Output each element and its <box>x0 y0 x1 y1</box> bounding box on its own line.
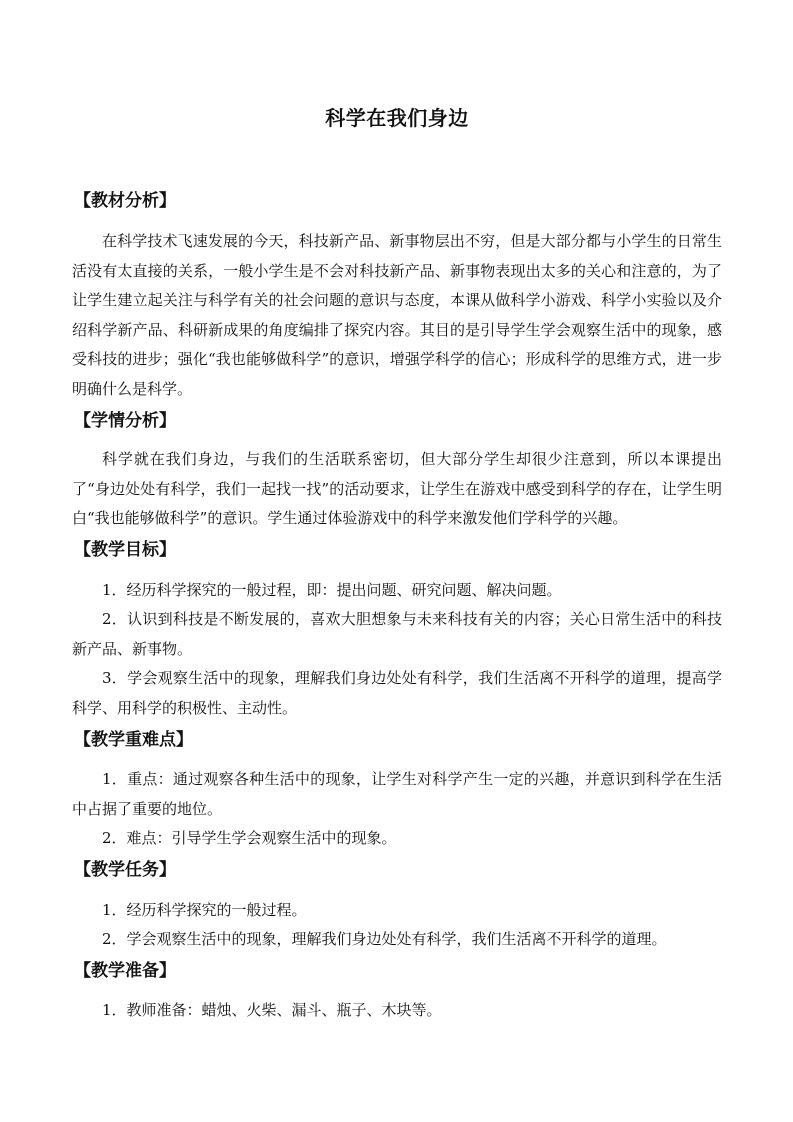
list-item-objective-1: 1．经历科学探究的一般过程，即：提出问题、研究问题、解决问题。 <box>102 581 562 599</box>
section-heading-key-difficulties: 【教学重难点】 <box>74 730 193 750</box>
section-heading-teaching-tasks: 【教学任务】 <box>74 860 176 880</box>
list-item-task-1: 1．经历科学探究的一般过程。 <box>102 901 307 919</box>
list-item-difficulty: 2．难点：引导学生学会观察生活中的现象。 <box>102 829 397 847</box>
section-heading-teaching-objectives: 【教学目标】 <box>74 540 176 560</box>
section-heading-preparation: 【教学准备】 <box>74 961 176 981</box>
list-item-key-point: 1．重点：通过观察各种生活中的现象，让学生对科学产生一定的兴趣，并意识到科学在生活中占据了重要的地位。 <box>72 770 722 818</box>
document-page <box>72 0 722 1122</box>
paragraph-student-analysis: 科学就在我们身边，与我们的生活联系密切，但大部分学生却很少注意到，所以本课提出了“身边处处有科学，我们一起找一找”的活动要求，让学生在游戏中感受到科学的存在，让学生明白“我也能够做科学”的意识。学生通过体验游戏中的科学来激发他们学科学的兴趣。 <box>72 450 722 527</box>
page-title: 科学在我们身边 <box>325 106 469 130</box>
list-item-objective-3: 3．学会观察生活中的现象，理解我们身边处处有科学，我们生活离不开科学的道理，提高学科学、用科学的积极性、主动性。 <box>72 669 722 717</box>
list-item-task-2: 2．学会观察生活中的现象，理解我们身边处处有科学，我们生活离不开科学的道理。 <box>102 930 667 948</box>
section-heading-textbook-analysis: 【教材分析】 <box>74 191 176 211</box>
list-item-preparation-1: 1．教师准备：蜡烛、火柴、漏斗、瓶子、木块等。 <box>102 1001 442 1019</box>
section-heading-student-analysis: 【学情分析】 <box>74 411 176 431</box>
list-item-objective-2: 2．认识到科技是不断发展的，喜欢大胆想象与未来科技有关的内容；关心日常生活中的科技新产品、新事物。 <box>72 610 722 658</box>
paragraph-textbook-analysis: 在科学技术飞速发展的今天，科技新产品、新事物层出不穷，但是大部分都与小学生的日常生活没有太直接的关系，一般小学生是不会对科技新产品、新事物表现出太多的关心和注意的，为了让学生建立起关注与科学有关的社会问题的意识与态度，本课从做科学小游戏、科学小实验以及介绍科学新产品、科研新成果的角度编排了探究内容。其目的是引导学生学会观察生活中的现象，感受科技的进步；强化“我也能够做科学”的意识，增强学科学的信心；形成科学的思维方式，进一步明确什么是科学。 <box>72 232 722 398</box>
